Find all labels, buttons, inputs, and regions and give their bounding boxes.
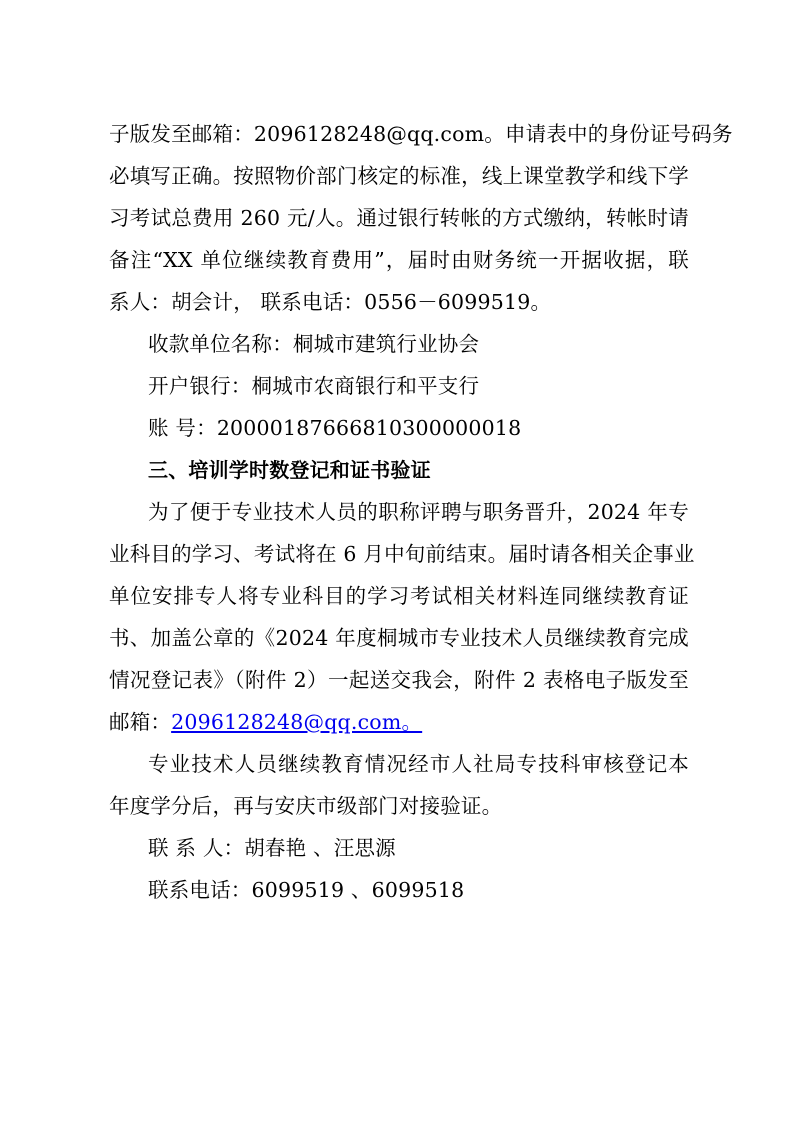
- paragraph-line: 年度学分后，再与安庆市级部门对接验证。: [109, 794, 503, 818]
- payee-name: 收款单位名称：桐城市建筑行业协会: [148, 332, 480, 356]
- paragraph-line: 备注“XX 单位继续教育费用”，届时由财务统一开据收据，联: [109, 248, 689, 272]
- paragraph-line: 书、加盖公章的《2024 年度桐城市专业技术人员继续教育完成: [109, 626, 689, 650]
- paragraph-line: 专业技术人员继续教育情况经市人社局专技科审核登记本: [148, 752, 689, 776]
- paragraph-line: 为了便于专业技术人员的职称评聘与职务晋升，2024 年专: [148, 500, 689, 524]
- paragraph-line: 业科目的学习、考试将在 6 月中旬前结束。届时请各相关企事业: [109, 542, 695, 566]
- paragraph-line: 必填写正确。按照物价部门核定的标准，线上课堂教学和线下学: [109, 164, 689, 188]
- section-heading: 三、培训学时数登记和证书验证: [148, 458, 431, 482]
- bank-name: 开户银行：桐城市农商银行和平支行: [148, 374, 480, 398]
- paragraph-line: 单位安排专人将专业科目的学习考试相关材料连同继续教育证: [109, 584, 689, 608]
- email-link[interactable]: 2096128248@qq.com。: [171, 710, 423, 734]
- email-label: 邮箱：: [109, 710, 172, 734]
- contact-person: 联 系 人：胡春艳 、汪思源: [148, 836, 396, 860]
- paragraph-line: [109, 702, 689, 742]
- paragraph-line: 系人：胡会计， 联系电话：0556－6099519。: [109, 290, 552, 314]
- paragraph-line: 子版发至邮箱：2096128248@qq.com。申请表中的身份证号码务: [109, 122, 733, 146]
- paragraph-line: 情况登记表》（附件 2）一起送交我会，附件 2 表格电子版发至: [109, 668, 689, 692]
- contact-phone: 联系电话：6099519 、6099518: [148, 878, 465, 902]
- paragraph-line: 习考试总费用 260 元/人。通过银行转帐的方式缴纳，转帐时请: [109, 206, 689, 230]
- bank-account: 账 号：20000187666810300000018: [148, 416, 522, 440]
